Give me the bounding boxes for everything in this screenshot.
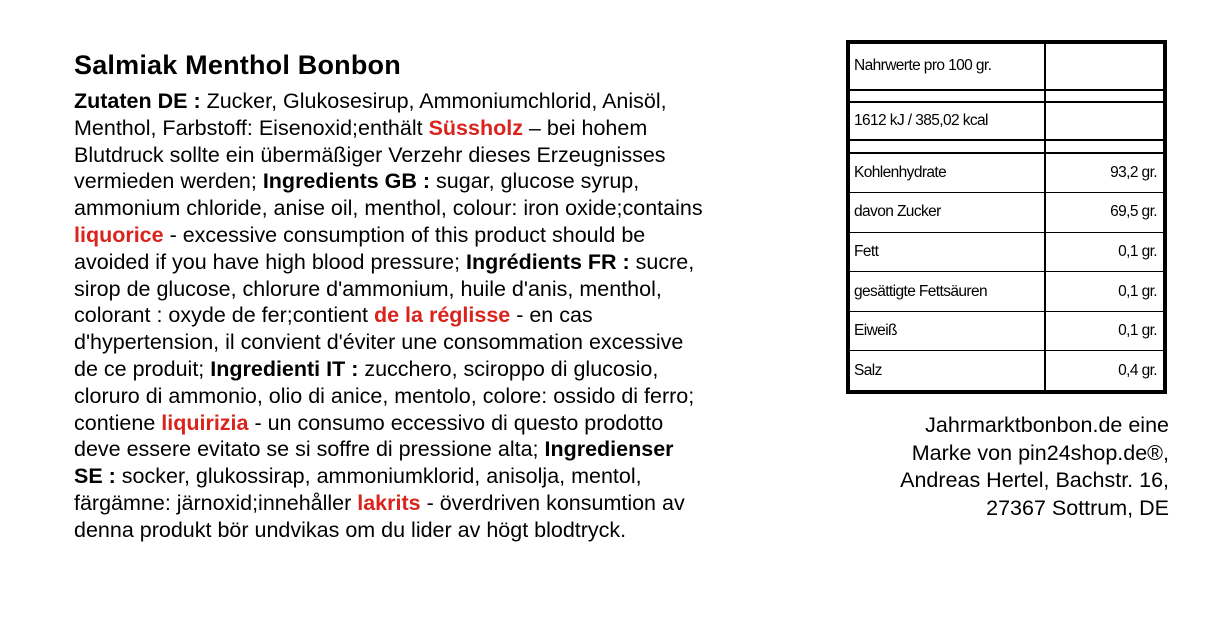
ingredients-line: d'hypertension, il convient d'éviter une consommation excessive xyxy=(74,330,684,355)
label-de: Zutaten DE : xyxy=(74,89,201,113)
ingredients-line: vermieden werden; Ingredients GB : sugar, glucose syrup, xyxy=(74,169,640,194)
allergen-de: Süssholz xyxy=(428,115,523,140)
manufacturer-address xyxy=(900,412,1169,522)
table-row: davon Zucker 69,5 gr. xyxy=(850,193,1164,233)
ingredients-line: ammonium chloride, anise oil, menthol, colour: iron oxide;contains xyxy=(74,196,703,221)
ingredients-line: färgämne: järnoxid;innehåller lakrits - överdriven konsumtion av xyxy=(74,490,685,515)
ingredients-line: SE : socker, glukossirap, ammoniumklorid, anisolja, mentol, xyxy=(74,464,642,489)
nutrition-table xyxy=(846,40,1167,394)
table-row: Fett 0,1 gr. xyxy=(850,232,1164,272)
address-line: Jahrmarktbonbon.de eine xyxy=(925,413,1169,437)
ingredients-line: denna produkt bör undvikas om du lider av högt blodtryck. xyxy=(74,517,627,542)
ingredients-line: cloruro di ammonio, olio di anice, mentolo, colore: ossido di ferro; xyxy=(74,383,695,408)
ingredients-text xyxy=(74,88,834,544)
label-gb: Ingredients GB : xyxy=(262,169,431,194)
ingredients-line: liquorice - excessive consumption of this product should be xyxy=(74,222,646,247)
label-se: Ingredienser xyxy=(544,437,674,462)
allergen-fr: de la réglisse xyxy=(373,303,511,328)
table-row: Salz 0,4 gr. xyxy=(850,351,1164,391)
table-row: gesättigte Fettsäuren 0,1 gr. xyxy=(850,272,1164,312)
ingredients-line: Menthol, Farbstoff: Eisenoxid;enthält Süssholz – bei hohem xyxy=(74,115,648,140)
ingredients-line: sirop de glucose, chlorure d'ammonium, huile d'anis, menthol, xyxy=(74,276,662,301)
allergen-se: lakrits xyxy=(357,490,421,515)
label-fr: Ingrédients FR : xyxy=(466,249,630,274)
allergen-gb: liquorice xyxy=(74,222,164,247)
allergen-it: liquirizia xyxy=(161,410,249,435)
nutrition-header-empty xyxy=(1045,44,1164,90)
nutrition-energy: 1612 kJ / 385,02 kcal xyxy=(850,102,1046,141)
ingredients-line: de ce produit; Ingredienti IT : zucchero, sciroppo di glucosio, xyxy=(74,356,659,381)
ingredients-line: colorant : oxyde de fer;contient de la réglisse - en cas xyxy=(74,303,593,328)
ingredients-line: Zutaten DE : Zucker, Glukosesirup, Ammoniumchlorid, Anisöl, xyxy=(74,89,667,113)
label-se-suffix: SE : xyxy=(74,464,116,489)
table-row: Kohlenhydrate 93,2 gr. xyxy=(850,153,1164,193)
ingredients-line: contiene liquirizia - un consumo eccessivo di questo prodotto xyxy=(74,410,664,435)
ingredients-line: Blutdruck sollte ein übermäßiger Verzehr dieses Erzeugnisses xyxy=(74,142,666,167)
ingredients-line: avoided if you have high blood pressure; Ingrédients FR : sucre, xyxy=(74,249,695,274)
table-row: Eiweiß 0,1 gr. xyxy=(850,311,1164,351)
ingredients-line: deve essere evitato se si soffre di pressione alta; Ingredienser xyxy=(74,437,674,462)
nutrition-header: Nahrwerte pro 100 gr. xyxy=(850,44,1046,90)
address-line: 27367 Sottrum, DE xyxy=(986,495,1169,520)
label-it: Ingredienti IT : xyxy=(210,356,359,381)
address-line: Marke von pin24shop.de®, xyxy=(911,440,1169,465)
nutrition-energy-empty xyxy=(1045,102,1164,141)
product-title: Salmiak Menthol Bonbon xyxy=(74,50,401,80)
address-line: Andreas Hertel, Bachstr. 16, xyxy=(900,468,1169,492)
